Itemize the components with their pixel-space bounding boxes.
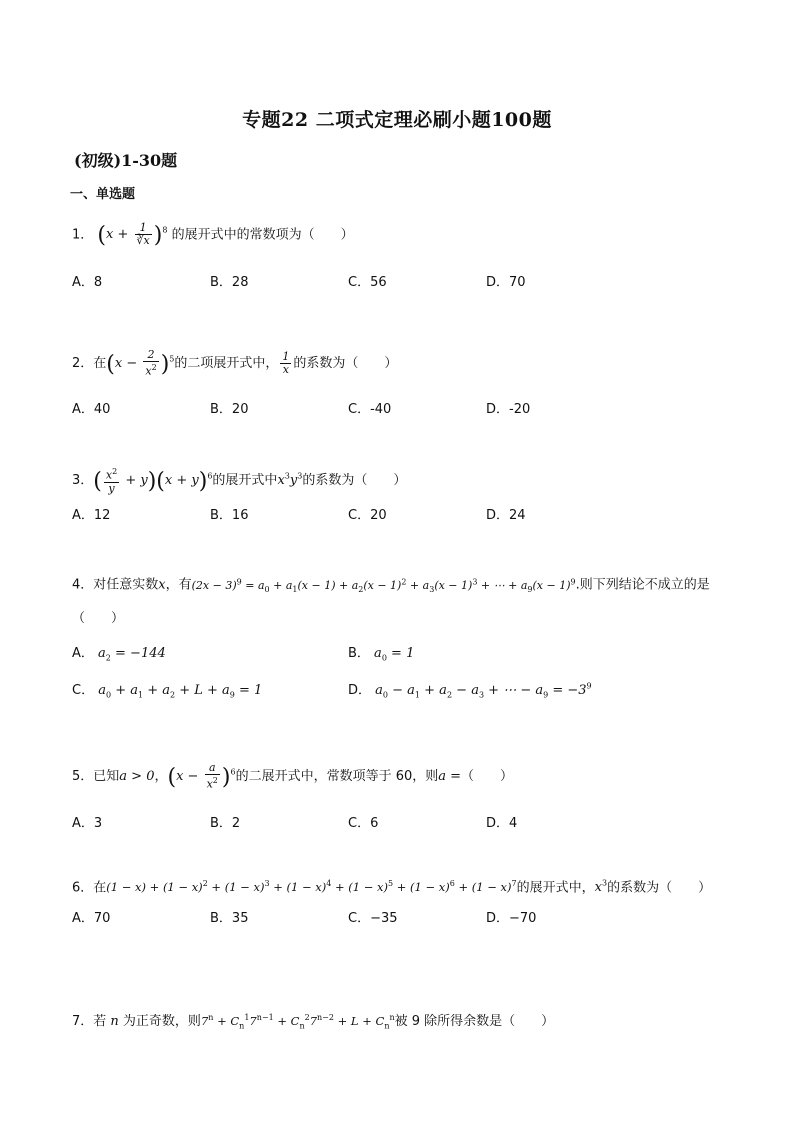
question-4-line2: （ ） [72, 611, 125, 626]
question-3-number: 3． [72, 472, 94, 488]
question-2 [72, 349, 732, 378]
question-2-fraction: $\frac{1}{x}$ [282, 349, 290, 376]
question-4-option-d-label: D． [348, 683, 372, 698]
question-6-option-a[interactable]: A．70 [72, 911, 111, 926]
question-1-option-b[interactable]: B．28 [210, 275, 249, 290]
question-5-condition: a > 0 [119, 768, 155, 784]
question-1-option-c[interactable]: C．56 [348, 275, 387, 290]
question-4-var: x [158, 577, 166, 593]
question-4-option-a-formula: $a_2 = -144$ [93, 646, 166, 663]
question-5-stem: 的二展开式中，常数项等于 60，则 [235, 768, 439, 784]
question-6 [72, 874, 732, 898]
question-1-stem: 的展开式中的常数项为（ ） [171, 227, 354, 243]
question-4-options-row1 [72, 642, 732, 662]
question-4-number: 4．对任意实数 [72, 577, 159, 593]
question-3-stem: 的展开式中 [212, 472, 278, 488]
question-1-option-a[interactable]: A．8 [72, 275, 103, 290]
question-6-term: $x^3$ [594, 879, 608, 896]
question-6-option-d[interactable]: D．−70 [486, 911, 537, 926]
question-3-option-c[interactable]: C．20 [348, 508, 387, 523]
question-1-option-d[interactable]: D．70 [486, 275, 526, 290]
question-6-option-b[interactable]: B．35 [210, 911, 249, 926]
question-6-stem: 的展开式中， [516, 880, 595, 896]
question-4-option-b-formula: $a_0 = 1$ [369, 646, 415, 663]
question-4-stem-mid: ，有 [165, 577, 192, 593]
question-4-option-c-label: C． [72, 683, 95, 698]
question-5-option-a[interactable]: A．3 [72, 816, 103, 831]
question-5-option-b[interactable]: B．2 [210, 816, 241, 831]
question-5-number: 5．已知 [72, 768, 120, 784]
question-2-stem-mid: 的二项展开式中， [174, 355, 279, 371]
question-1-formula: (x + $\frac{1}{∛x}$ )$^8$ [97, 221, 168, 249]
question-5-option-c[interactable]: C．6 [348, 816, 379, 831]
question-5-formula: (x − $\frac{a}{x^2}$ )$^6$ [167, 761, 236, 791]
question-2-option-c[interactable]: C．-40 [348, 402, 392, 417]
question-5 [72, 762, 732, 791]
question-6-option-c[interactable]: C．−35 [348, 911, 398, 926]
question-3-stem-tail: 的系数为（ ） [302, 472, 407, 488]
question-4-option-a-label: A． [72, 646, 94, 661]
question-3-options [72, 504, 732, 524]
question-1-options [72, 271, 732, 291]
question-1-number: 1． [72, 227, 94, 243]
section-heading: 一、单选题 [70, 187, 136, 202]
question-6-number: 6．在 [72, 880, 107, 896]
question-5-stem-tail: （ ） [461, 768, 514, 784]
question-2-option-b[interactable]: B．20 [210, 402, 249, 417]
question-6-stem-tail: 的系数为（ ） [607, 880, 712, 896]
question-7-number: 7．若 [72, 1013, 107, 1029]
question-7-stem-mid: 为正奇数，则 [122, 1013, 201, 1029]
question-5-option-d[interactable]: D．4 [486, 816, 518, 831]
question-3-option-d[interactable]: D．24 [486, 508, 526, 523]
question-5-options [72, 812, 732, 832]
question-7-var: n [106, 1013, 123, 1029]
question-2-options [72, 398, 732, 418]
question-5-var: a = [438, 768, 462, 784]
question-4-option-d[interactable] [348, 679, 592, 700]
question-2-number: 2．在 [72, 355, 107, 371]
question-7-formula: $7^n + C_n^17^{n-1} + C_n^27^{n-2} + L + C_n^n$ [200, 1013, 395, 1031]
question-4 [72, 572, 732, 600]
question-4-option-c[interactable] [72, 679, 262, 700]
question-4-option-d-formula: $a_0 - a_1 + a_2 - a_3$ + ⋯ − $a_9 = -3^9$ [371, 681, 592, 700]
page-title: 专题22 二项式定理必刷小题100题 [242, 109, 552, 131]
question-4-option-b[interactable] [348, 642, 414, 663]
question-2-option-a[interactable]: A．40 [72, 402, 111, 417]
question-4-options-row2 [72, 679, 732, 699]
question-2-formula: (x − $\frac{2}{x^2}$ )$^5$ [106, 348, 175, 378]
question-3-term: $x^3y^3$ [277, 471, 303, 488]
question-6-options [72, 907, 732, 927]
question-2-stem: 的系数为（ ） [293, 355, 398, 371]
question-7-stem: 被 9 除所得余数是（ ） [394, 1013, 555, 1029]
page-subtitle: (初级)1-30题 [74, 151, 178, 170]
question-3-option-b[interactable]: B．16 [210, 508, 249, 523]
question-6-formula: $(1 - x) + (1 - x)^2 + (1 - x)^3 + (1 - x)^4 + (1 - x)^5 + (1 - x)^6 + (1 - x)^7$ [106, 879, 517, 895]
question-2-option-d[interactable]: D．-20 [486, 402, 531, 417]
question-5-stem-mid: ， [154, 768, 168, 784]
question-7 [72, 1008, 732, 1036]
question-3-formula: ( $\frac{x^2}{y}$ + $y)(x + y)^6$ [93, 467, 213, 495]
question-4-option-b-label: B． [348, 646, 370, 661]
question-4-option-c-formula: $a_0 + a_1 + a_2 + L + a_9 = 1$ [94, 683, 263, 700]
question-4-option-a[interactable] [72, 642, 166, 663]
question-4-stem: .则下列结论不成立的是 [575, 577, 710, 593]
question-3-option-a[interactable]: A．12 [72, 508, 111, 523]
question-1 [72, 221, 732, 247]
question-4-formula: $(2x - 3)^9 = a_0 + a_1(x - 1) + a_2(x - 1)^2 + a_3(x - 1)^3$ + ⋯ + $a_9(x - 1)^9$ [191, 577, 576, 594]
question-3 [72, 466, 732, 495]
